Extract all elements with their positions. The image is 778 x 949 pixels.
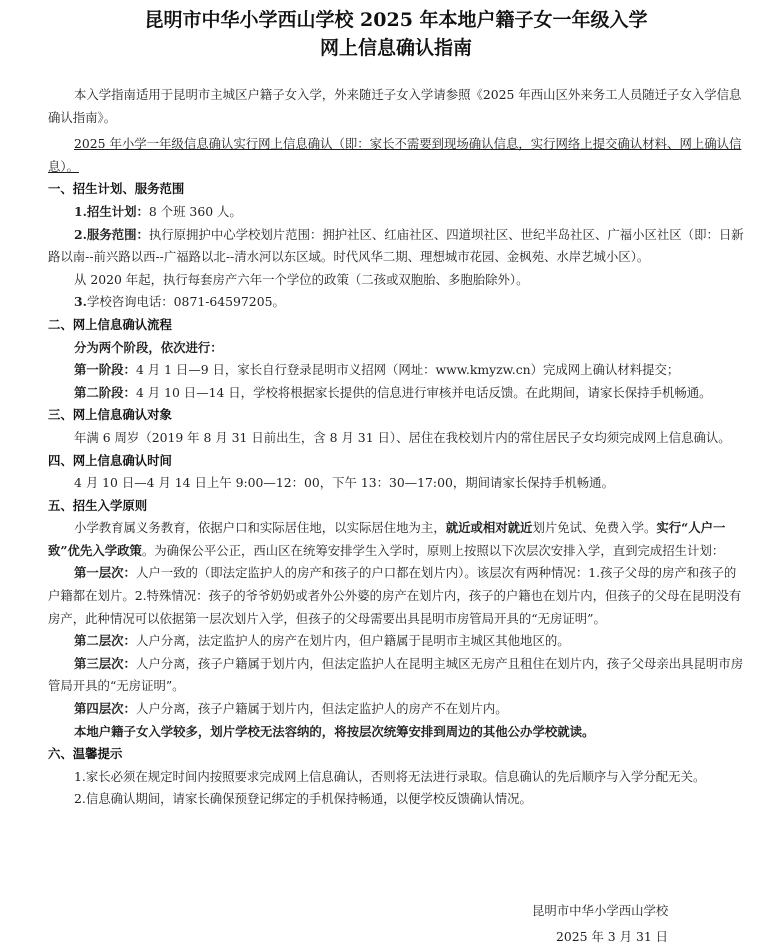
confirmation-time-text: 4 月 10 日—4 月 14 日上午 9:00—12：00，下午 13：30—17:00，期间请家长保持手机畅通。 bbox=[74, 475, 614, 491]
stage-2-label: 第二阶段： bbox=[74, 384, 136, 400]
level-3-label: 第三层次： bbox=[74, 655, 136, 671]
enrollment-plan-label: 1.招生计划： bbox=[74, 203, 149, 219]
level-3 bbox=[48, 653, 744, 698]
level-2-label: 第二层次： bbox=[74, 633, 136, 649]
school-phone-text: 学校咨询电话：0871-64597205。 bbox=[86, 294, 285, 310]
principle-text-c: 划片免试、免费入学。 bbox=[532, 520, 657, 536]
level-4-label: 第四层次： bbox=[74, 701, 136, 717]
section-5-heading: 五、招生入学原则 bbox=[48, 497, 148, 513]
admission-principle bbox=[48, 517, 744, 562]
eligibility-text: 年满 6 周岁（2019 年 8 月 31 日前出生，含 8 月 31 日）、居住在我校划片内的常住居民子女均须完成网上信息确认。 bbox=[74, 429, 731, 445]
enrollment-plan-text: 8 个班 360 人。 bbox=[148, 203, 242, 219]
level-3-text: 人户分离，孩子户籍属于划片内，但法定监护人在昆明主城区无房产且租住在划片内，孩子父母亲出具昆明市房管局开具的“无房证明”。 bbox=[48, 655, 744, 694]
level-2-text: 人户分离，法定监护人的房产在划片内，但户籍属于昆明市主城区其他地区的。 bbox=[135, 633, 570, 649]
tip-1: 1.家长必须在规定时间内按照要求完成网上信息确认，否则将无法进行录取。信息确认的先后顺序与入学分配无关。 bbox=[74, 768, 706, 784]
service-scope bbox=[48, 224, 744, 269]
intro-online-notice: 2025 年小学一年级信息确认实行网上信息确认（即：家长不需要到现场确认信息，实行网络上提交确认材料、网上确认信息）。 bbox=[48, 136, 742, 174]
principle-text-e: 。为确保公平公正，西山区在统筹安排学生入学时，原则上按照以下次层次安排入学，直到完成招生计划： bbox=[141, 542, 725, 558]
section-3-heading: 三、网上信息确认对象 bbox=[48, 407, 172, 423]
stage-1 bbox=[48, 359, 744, 382]
level-4 bbox=[48, 698, 744, 721]
level-1-text: 人户一致的（即法定监护人的房产和孩子的户口都在划片内）。该层次有两种情况：1.孩子父母的房产和孩子的户籍都在划片。2.特殊情况：孩子的爷爷奶奶或者外公外婆的房产在划片内，孩子的户籍也在划片内，但孩子的父母在昆明没有房产，此种情况可以依据第一层次划片入学，但孩子的父母需要出具昆明市房管局开具的“无房证明”。 bbox=[48, 565, 742, 626]
tip-2: 2.信息确认期间，请家长确保预登记绑定的手机保持畅通，以便学校反馈确认情况。 bbox=[74, 791, 532, 807]
section-2-heading: 二、网上信息确认流程 bbox=[48, 316, 172, 332]
enrollment-plan bbox=[48, 201, 744, 224]
school-phone bbox=[48, 291, 744, 314]
principle-nearby: 就近或相对就近 bbox=[445, 520, 533, 536]
stages-intro: 分为两个阶段，依次进行： bbox=[74, 339, 223, 355]
section-4-heading: 四、网上信息确认时间 bbox=[48, 452, 172, 468]
service-scope-text: 执行原拥护中心学校划片范围：拥护社区、红庙社区、四道坝社区、世纪半岛社区、广福小区社区（即：日新路以南--前兴路以西--广福路以北--清水河以东区域。时代风华二期、理想城市花园、金枫苑、水岸艺城小区）。 bbox=[48, 226, 744, 265]
signature-date: 2025 年 3 月 31 日 bbox=[556, 929, 669, 944]
section-6-heading: 六、温馨提示 bbox=[48, 746, 123, 762]
stage-2 bbox=[48, 382, 744, 405]
principle-priority: 实行“人户一致”优先入学政策 bbox=[48, 520, 726, 558]
signature-organization: 昆明市中华小学西山学校 bbox=[532, 903, 669, 918]
intro-paragraph: 本入学指南适用于昆明市主城区户籍子女入学，外来随迁子女入学请参照《2025 年西山区外来务工人员随迁子女入学信息确认指南》。 bbox=[48, 87, 742, 125]
section-1-heading: 一、招生计划、服务范围 bbox=[48, 181, 185, 197]
level-4-text: 人户分离，孩子户籍属于划片内，但法定监护人的房产不在划片内。 bbox=[135, 701, 508, 717]
level-1-label: 第一层次： bbox=[74, 565, 136, 581]
principle-text-a: 小学教育属义务教育，依据户口和实际居住地，以实际居住地为主， bbox=[74, 520, 446, 536]
stage-1-label: 第一阶段： bbox=[74, 362, 136, 378]
stage-1-text: 4 月 1 日—9 日，家长自行登录昆明市义招网（网址：www.kmyzw.cn）完成网上确认材料提交； bbox=[135, 362, 680, 378]
document-title bbox=[48, 6, 744, 62]
level-2 bbox=[48, 630, 744, 653]
school-phone-label: 3. bbox=[74, 294, 87, 310]
level-1 bbox=[48, 562, 744, 630]
overflow-summary: 本地户籍子女入学较多，划片学校无法容纳的，将按层次统筹安排到周边的其他公办学校就读。 bbox=[74, 723, 595, 739]
housing-policy: 从 2020 年起，执行每套房产六年一个学位的政策（二孩或双胞胎、多胞胎除外）。 bbox=[74, 271, 529, 287]
title-line-2: 网上信息确认指南 bbox=[319, 37, 472, 59]
title-line-1: 昆明市中华小学西山学校 2025 年本地户籍子女一年级入学 bbox=[144, 9, 648, 31]
stage-2-text: 4 月 10 日—14 日，学校将根据家长提供的信息进行审核并电话反馈。在此期间，请家长保持手机畅通。 bbox=[135, 384, 712, 400]
service-scope-label: 2.服务范围： bbox=[74, 226, 149, 242]
